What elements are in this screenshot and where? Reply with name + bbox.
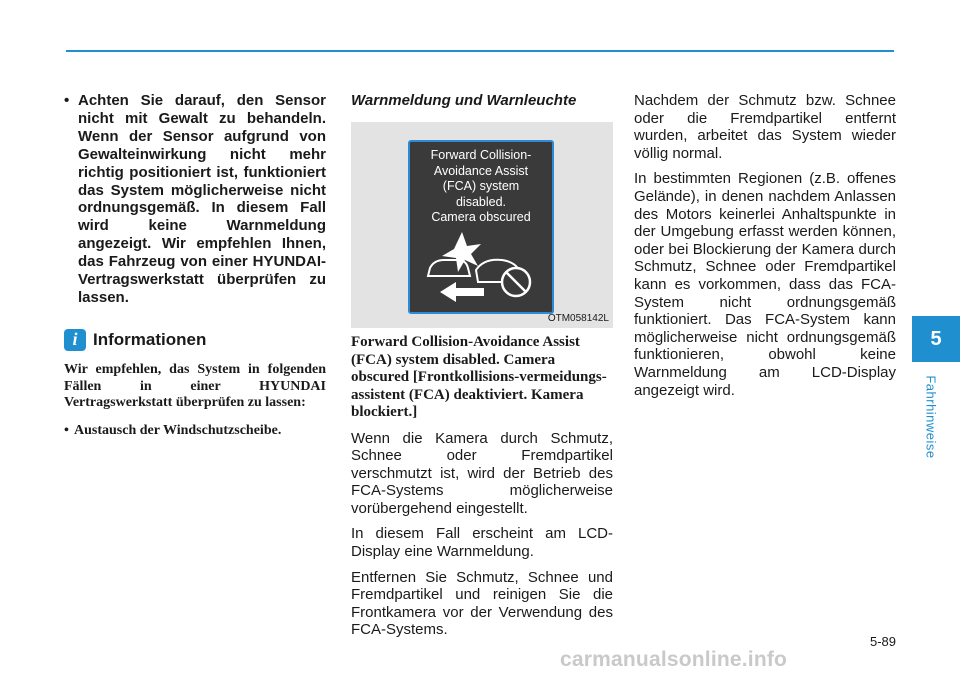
right-column xyxy=(634,92,896,399)
info-title: Informationen xyxy=(93,329,207,349)
info-bullet xyxy=(64,422,326,439)
info-bullet-text: Austausch der Windschutzscheibe. xyxy=(74,423,282,439)
section-heading: Warnmeldung und Warnleuchte xyxy=(351,92,577,109)
info-icon: i xyxy=(64,329,86,351)
impact-star-icon xyxy=(442,232,481,272)
header-rule xyxy=(66,50,894,52)
display-line: Avoidance Assist xyxy=(433,163,529,178)
display-line: Camera obscured xyxy=(431,210,531,224)
page-number: 5-89 xyxy=(869,634,896,649)
info-text: Wir empfehlen, das System in folgenden Fällen in einer HYUNDAI Vertragswerkstatt überprüfen zu lassen: xyxy=(64,361,326,411)
warning-bullet xyxy=(64,92,326,307)
display-line: disabled. xyxy=(455,194,507,209)
paragraph: Wenn die Kamera durch Schmutz, Schnee oder Fremdpartikel verschmutzt ist, wird der Betrieb des FCA-Systems möglicherweise vorübergehend eingestellt. xyxy=(351,429,613,517)
arrow-left-icon xyxy=(440,282,484,302)
car-outline-icon xyxy=(428,260,470,276)
info-header xyxy=(64,329,326,351)
warning-figure xyxy=(351,122,613,328)
chapter-tab: 5 xyxy=(912,316,960,362)
paragraph: Entfernen Sie Schmutz, Schnee und Fremdpartikel und reinigen Sie die Frontkamera vor der Verwendung des FCA-Systems. xyxy=(351,568,613,639)
bullet-dot: • xyxy=(64,423,69,439)
collision-warning-graphic xyxy=(420,232,542,306)
warning-bullet-text: Achten Sie darauf, den Sensor nicht mit Gewalt zu behandeln. Wenn der Sensor aufgrund von Gewalteinwirkung nicht mehr richtig positioniert ist, funktioniert das System möglicherweise nicht ordnungsgemäß. In diesem Fall wird keine Warnmeldung angezeigt. Wir empfehlen Ihnen, das Fahrzeug von einer HYUNDAI-Vertragswerkstatt überprüfen zu lassen. xyxy=(78,92,326,306)
bullet-dot: • xyxy=(64,92,70,109)
display-message xyxy=(410,148,552,226)
display-line: (FCA) system xyxy=(442,179,520,193)
chapter-title-text: Fahrhinweise xyxy=(923,375,939,459)
watermark: carmanualsonline.info xyxy=(560,648,788,671)
left-column xyxy=(64,92,326,439)
figure-code: OTM058142L xyxy=(547,313,609,324)
figure-caption: Forward Collision-Avoidance Assist (FCA) system disabled. Camera obscured [Frontkollisions-vermeidungs-assistent (FCA) deaktiviert. Kamera blockiert.] xyxy=(351,334,607,420)
middle-column xyxy=(351,92,613,639)
paragraph: In bestimmten Regionen (z.B. offenes Gelände), in denen nachdem Anlassen des Motors keinerlei Anhaltspunkte in der Umgebung erfasst werden können, oder bei Blockierung der Kamera durch Schmutz, Schnee oder Fremdpartikel kann es vorkommen, dass das FCA-System nicht ordnungsgemäß funktioniert. Das FCA-System kann möglicherweise nicht ordnungsgemäß funktionieren, obwohl keine Warnmeldung am LCD-Display angezeigt wird. xyxy=(634,170,896,399)
paragraph: Nachdem der Schmutz bzw. Schnee oder die Fremdpartikel entfernt wurden, arbeitet das System wieder völlig normal. xyxy=(634,92,896,162)
display-line: Forward Collision- xyxy=(430,148,532,162)
chapter-title xyxy=(920,372,942,462)
paragraph: In diesem Fall erscheint am LCD-Display eine Warnmeldung. xyxy=(351,525,613,561)
cluster-display xyxy=(408,140,554,314)
